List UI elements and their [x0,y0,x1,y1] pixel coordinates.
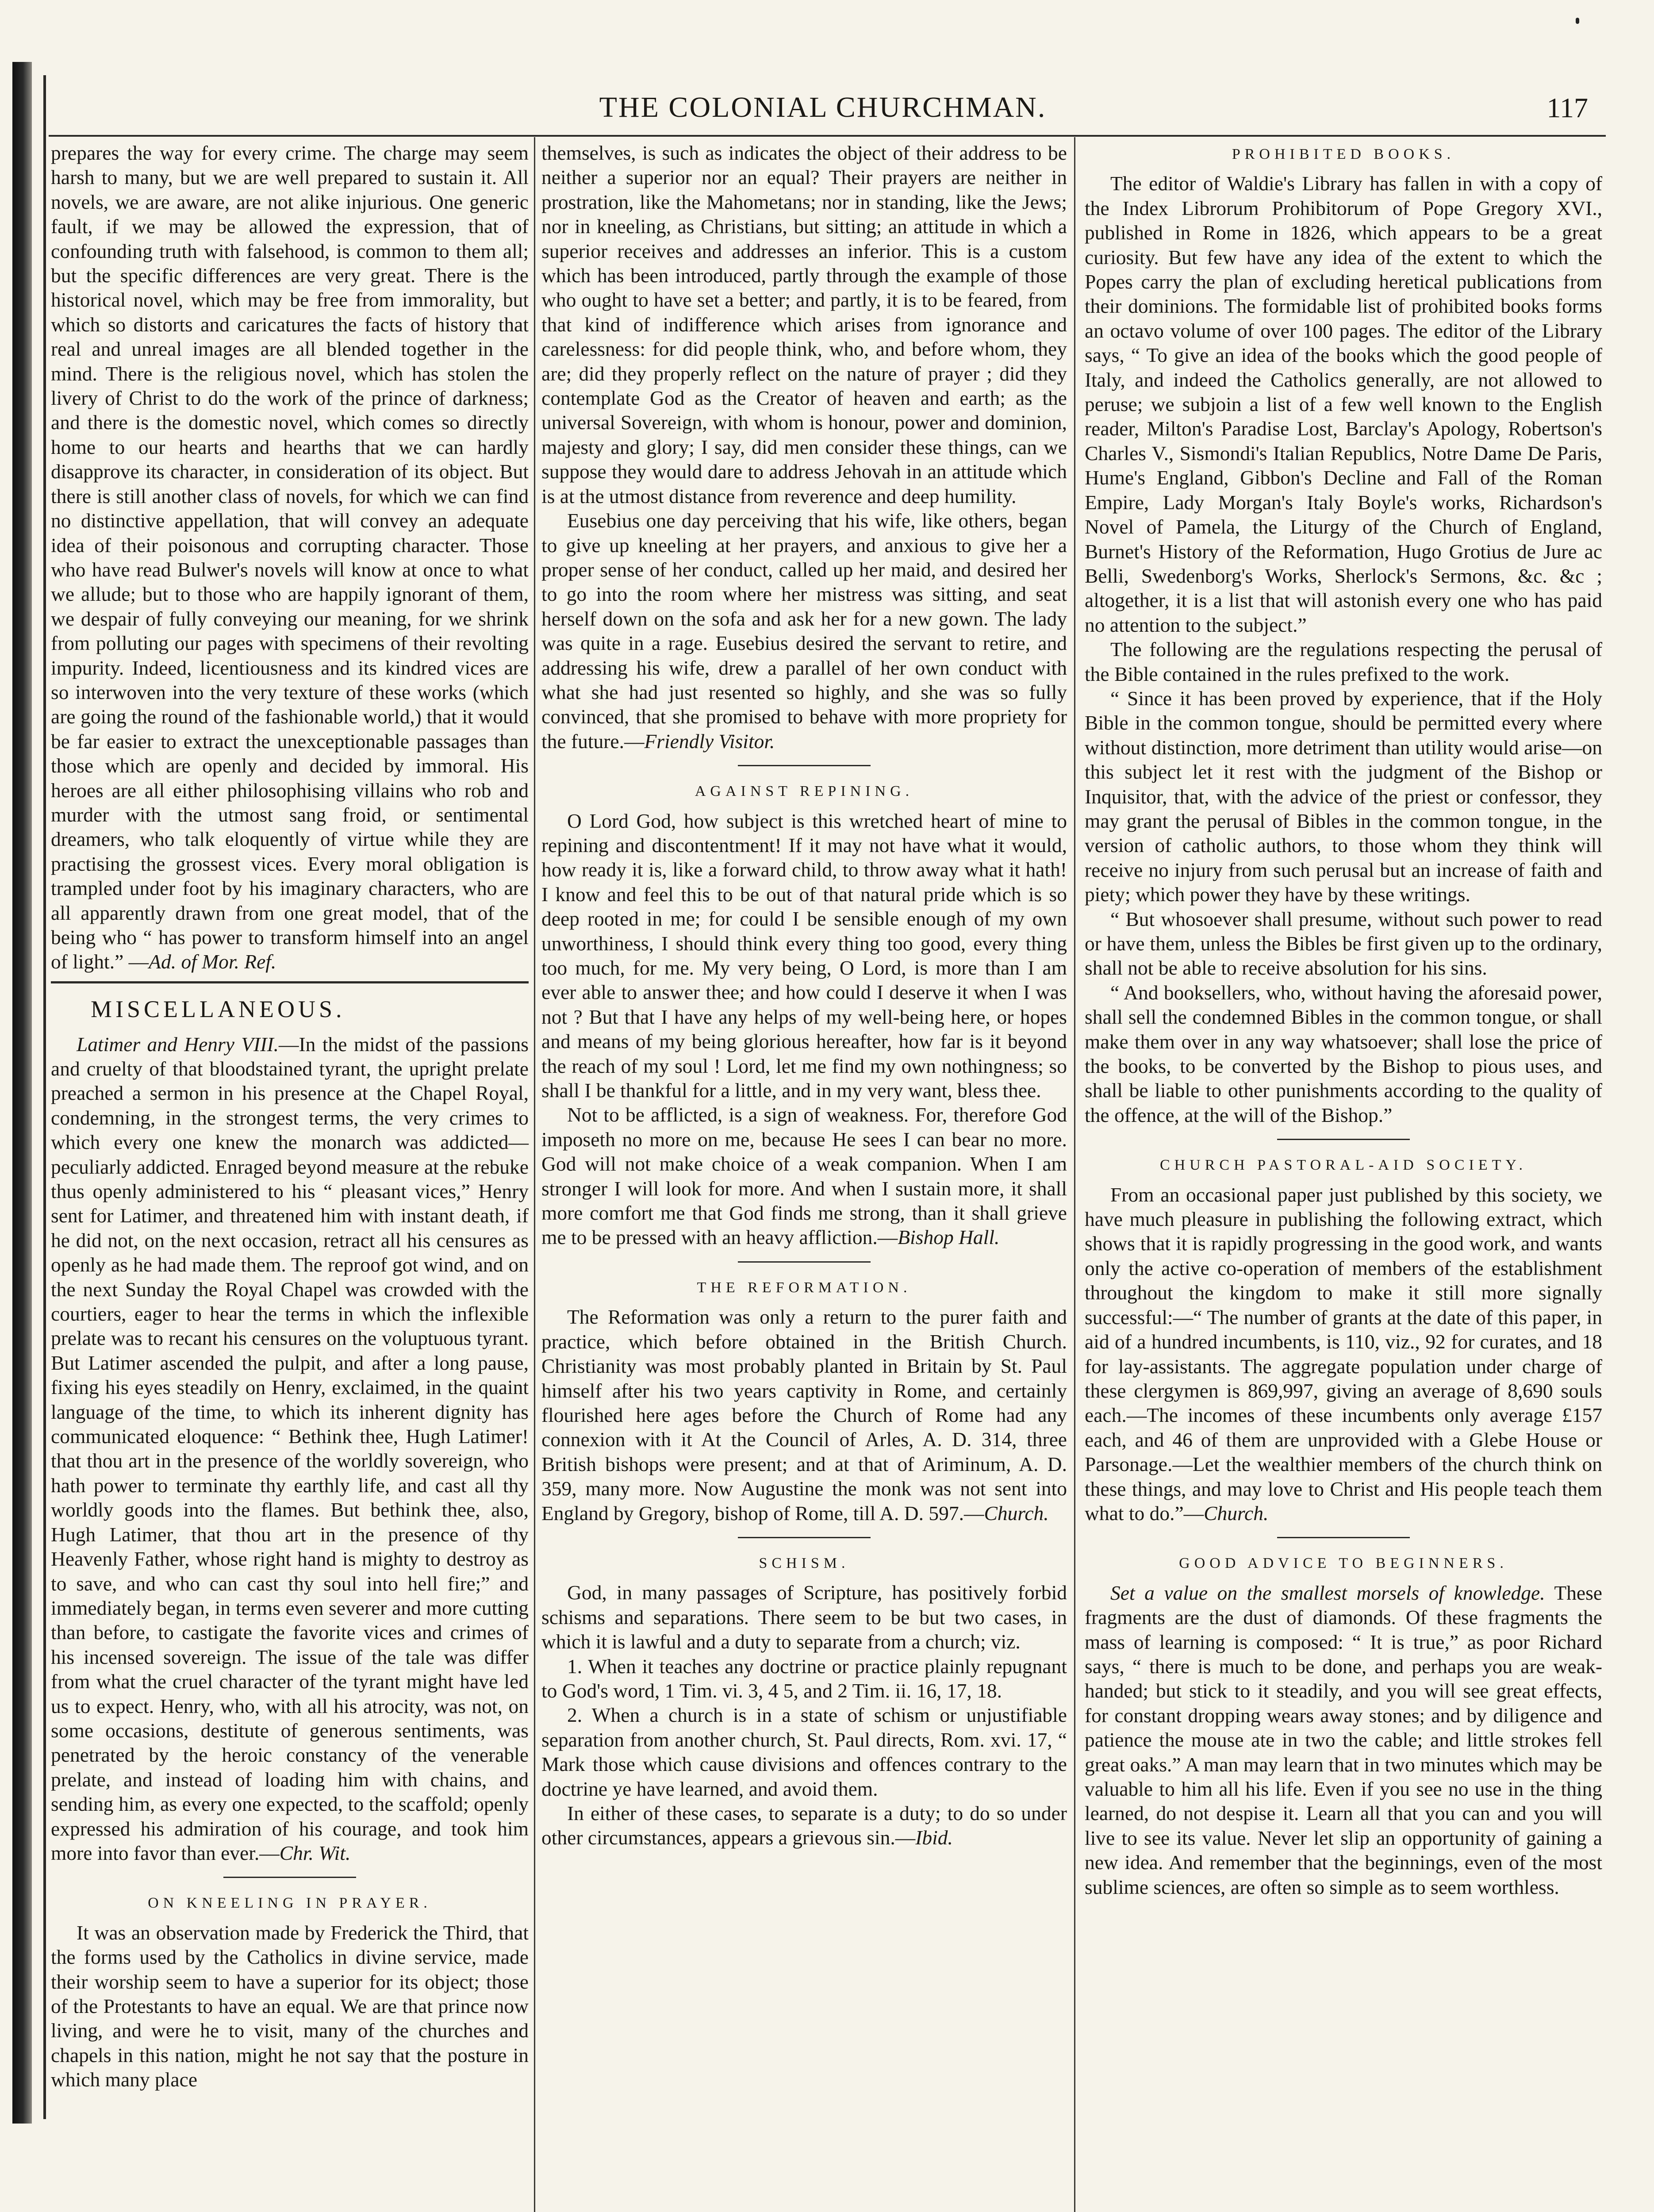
advice-article [1085,1581,1602,1899]
reformation-signature: Church. [984,1502,1049,1525]
latimer-signature: Chr. Wit. [279,1841,351,1864]
advice-lead: Set a value on the smallest morsels of knowledge. [1110,1581,1545,1604]
miscellaneous-heading: MISCELLANEOUS. [91,995,345,1022]
kneeling-text: It was an observation made by Frederick the Third, that the forms used by the Catholics in divine service, made their worship seem to have a superior for its object; those of the Protestants to have an equal. We are that prince now living, and were he to visit, many of the churches and chapels in this nation, might he not say that the posture in which many place [51,1921,529,2091]
schism-text-4: In either of these cases, to separate is a duty; to do so under other circumstances, appears a grievous sin.— [541,1802,1067,1849]
prohibited-text-5: “ And booksellers, who, without having the aforesaid power, shall sell the condemned Bibles in the common tongue, or shall make them over in any way whatsoever; shall lose the price of the books, to be converted by the Bishop to pious uses, and shall be liable to other punishments according to the quality of the offence, at the will of the Bishop.” [1085,981,1602,1126]
column-divider-2 [1074,137,1075,2212]
schism-text-3: 2. When a church is in a state of schism or unjustifiable separation from another church, St. Paul directs, Rom. xvi. 17, “ Mark those which cause divisions and offences contrary to the doctrine ye have learned, and avoid them. [541,1704,1067,1800]
latimer-text: —In the midst of the passions and cruelty of that bloodstained tyrant, the upright prelate preached a sermon in his presence at the Chapel Royal, condemning, in the strongest terms, the very crimes to which every one knew the monarch was addicted—peculiarly addicted. Enraged beyond measure at the rebuke thus openly administered to his “ pleasant vices,” Henry sent for Latimer, and threatened him with instant death, if he did not, on the next occasion, retract all his censures as openly as he had made them. The reproof got wind, and on the next Sunday the Royal Chapel was crowded with the courtiers, eager to hear the terms in which the inflexible prelate was to recant his censures on the voluptuous tyrant. But Latimer ascended the pulpit, and after a long pause, fixing his eyes steadily on Henry, exclaimed, in the quaint language of the time, to which its inherent dignity has communicated eloquence: “ Bethink thee, Hugh Latimer! that thou art in the presence of the worldly sovereign, who hath power to terminate thy earthly life, and cast all thy worldly goods into the flames. But bethink thee, also, Hugh Latimer, that thou art in the presence of thy Heavenly Father, whose right hand is mighty to destroy as to save, and who can cast thy soul into hell fire;” and immediately began, in terms even severer and more cutting than before, to castigate the favorite vices and crimes of his incensed sovereign. The issue of the tale was differ from what the cruel character of the tyrant might have led us to expect. Henry, who, with all his atrocity, was not, on some occasions, destitute of generous sentiments, was penetrated by the heroic constancy of the venerable prelate, and instead of loading him with chains, and sending him, as every one expected, to the scaffold; openly expressed his admiration of his courage, and took him more into favor than ever.— [51,1033,529,1864]
ink-speck [1576,18,1579,24]
section-rule [223,1877,356,1878]
prohibited-text-1: The editor of Waldie's Library has fallen in with a copy of the Index Librorum Prohibitorum of Pope Gregory XVI., published in Rome in 1826, which appears to be a great curiosity. But few have any idea of the extent to which the Popes carry the plan of excluding heretical publications from their dominions. The formidable list of prohibited books forms an octavo volume of over 100 pages. The editor of the Library says, “ To give an idea of the books which the good people of Italy, and indeed the Catholics generally, are not allowed to peruse; we subjoin a list of a few well known to the English reader, Milton's Paradise Lost, Barclay's Apology, Robertson's Charles V., Sismondi's Italian Republics, Notre Dame De Paris, Hume's England, Gibbon's Decline and Fall of the Roman Empire, Lady Morgan's Italy Boyle's works, Richardson's Novel of Pamela, the Liturgy of the Church of England, Burnet's History of the Reformation, Hugo Grotius de Jure ac Belli, Swedenborg's Works, Sherlock's Sermons, &c. &c ; altogether, it is a list that will astonish every one who has paid no attention to the subject.” [1085,172,1602,636]
latimer-article [51,1032,529,1866]
column-3 [1085,141,1602,2212]
schism-signature: Ibid. [915,1826,953,1849]
prohibited-text-2: The following are the regulations respecting the perusal of the Bible contained in the rules prefixed to the work. [1085,638,1602,685]
binding-gutter [12,62,32,2124]
binding-rule [43,75,46,2119]
schism-article-4 [541,1801,1067,1850]
repining-article-2 [541,1102,1067,1249]
section-rule [738,1261,871,1263]
repining-signature: Bishop Hall. [898,1226,1000,1249]
schism-text-2: 1. When it teaches any doctrine or practice plainly repugnant to God's word, 1 Tim. vi. 3, 4 5, and 2 Tim. ii. 16, 17, 18. [541,1655,1067,1702]
eusebius-signature: Friendly Visitor. [644,730,775,753]
page-title: THE COLONIAL CHURCHMAN. [599,91,1047,123]
novels-signature: Ad. of Mor. Ref. [149,950,276,973]
schism-text-1: God, in many passages of Scripture, has positively forbid schisms and separations. There seem to be but two cases, in which it is lawful and a duty to separate from a church; viz. [541,1581,1067,1653]
schism-heading: SCHISM. [759,1555,850,1571]
header-rule [49,135,1606,137]
pastoral-signature: Church. [1204,1502,1269,1525]
section-rule [1277,1139,1410,1140]
repining-text-1: O Lord God, how subject is this wretched heart of mine to repining and discontentment! If it may not have what it would, how ready it is, like a forward child, to throw away what it hath! I know and feel this to be out of that natural pride which is so deep rooted in me; for could I be sensible enough of my own unworthiness, I should think every thing too good, every thing too much, for me. My very being, O Lord, is more than I am ever able to answer thee; and how could I deserve it when I was not ? But that I have any helps of my well-being here, or hopes and means of my being glorious hereafter, how far is it beyond the reach of my soul ! Lord, let me find my own nothingness; so shall I be thankful for a little, and in my very want, bless thee. [541,809,1067,1102]
kneeling-continued: themselves, is such as indicates the object of their address to be neither a superior nor an equal? Their prayers are neither in prostration, like the Mahometans; nor in standing, like the Jews; nor in kneeling, as Christians, but sitting; an attitude in which a superior receives and addresses an inferior. This is a custom which has been introduced, partly through the example of those who ought to have set a better; and partly, it is to be feared, from that kind of indifference which arises from ignorance and carelessness: for did people think, who, and before whom, they are; did they properly reflect on the nature of prayer ; did they contemplate God as the Creator of heaven and earth; as the universal Sovereign, with whom is honour, power and dominion, majesty and glory; I say, did men consider these things, can we suppose they would dare to address Jehovah in an attitude which is at the utmost distance from reverence and deep humility. [541,142,1067,507]
eusebius-text: Eusebius one day perceiving that his wife, like others, began to give up kneeling at her prayers, and anxious to give her a proper sense of her conduct, called up her maid, and desired her to go into the room where her mistress was sitting, and seat herself down on the sofa and ask her for a new gown. The lady was quite in a rage. Eusebius desired the servant to retire, and addressing his wife, drew a parallel of her own conduct with what she had just resented so highly, and she was so fully convinced, that she promised to behave with more propriety for the future.— [541,509,1067,753]
latimer-title: Latimer and Henry VIII. [77,1033,279,1056]
column-2 [541,141,1067,2212]
prohibited-text-3: “ Since it has been proved by experience, that if the Holy Bible in the common tongue, should be permitted every where without distinction, more detriment than utility would arise—on this subject let it rest with the judgment of the Bishop or Inquisitor, that, with the advice of the priest or confessor, they may grant the perusal of Bibles in the common tongue, in the version of catholic authors, to those whom they think will receive no injury from such perusal but an increase of faith and piety; which power they have by these writings. [1085,687,1602,906]
advice-heading: GOOD ADVICE TO BEGINNERS. [1179,1555,1508,1572]
reformation-article [541,1305,1067,1525]
prohibited-heading: PROHIBITED BOOKS. [1232,146,1455,162]
novels-text: prepares the way for every crime. The charge may seem harsh to many, but we are well prepared to sustain it. All novels, we are aware, are not alike injurious. One generic fault, if we may be allowed the expression, that of confounding truth with falsehood, is common to them all; but the specific differences are very great. There is the historical novel, which may be free from immorality, but which so distorts and caricatures the facts of history that real and unreal images are all blended together in the mind. There is the religious novel, which has stolen the livery of Christ to do the work of the prince of darkness; and there is the domestic novel, which comes so directly home to our hearts and hearths that we can hardly disapprove its character, in consideration of its object. But there is still another class of novels, for which we can find no distinctive appellation, that will convey an adequate idea of their poisonous and corrupting character. Those who have read Bulwer's novels will know at once to what we allude; but to those who are happily ignorant of them, we despair of fully conveying our meaning, for we shrink from polluting our pages with specimens of their revolting impurity. Indeed, licentiousness and its kindred vices are so interwoven into the very texture of these works (which are going the round of the fashionable world,) that it would be far easier to extract the unexceptionable passages than those which are openly and decided by immoral. His heroes are all either philosophising villains who rob and murder with the utmost sang froid, or sentimental dreamers, who talk eloquently of virtue while they are practising the grossest vices. Every moral obligation is trampled under foot by his imaginary characters, who are all apparently drawn from one great model, that of the being who “ has power to transform himself into an angel of light.” — [51,142,529,973]
pastoral-heading: CHURCH PASTORAL-AID SOCIETY. [1159,1157,1527,1174]
prohibited-text-4: “ But whosoever shall presume, without such power to read or have them, unless the Bibles be first given up to the ordinary, shall not be able to receive absolution for his sins. [1085,907,1602,979]
repining-heading: AGAINST REPINING. [695,783,914,800]
novels-article [51,141,529,974]
column-divider-1 [534,137,535,2212]
pastoral-text: From an occasional paper just published by this society, we have much pleasure in publishing the following extract, which shows that it is rapidly progressing in the good work, and wants only the active co-operation of members of the establishment throughout the kingdom to make it still more signally successful:—“ The number of grants at the date of this paper, in aid of a hundred incumbents, is 110, viz., 92 for curates, and 18 for lay-assistants. The aggregate population under charge of these clergymen is 869,997, giving an average of 8,690 souls each.—The incomes of these incumbents only average £157 each, and 46 of them are unprovided with a Glebe House or Parsonage.—Let the wealthier members of the church think on these things, and may love to Christ and His people teach them what to do.”— [1085,1183,1602,1525]
page-number: 117 [1547,92,1588,123]
section-rule [51,981,529,983]
eusebius-article [541,508,1067,753]
section-rule [1277,1537,1410,1538]
pastoral-article [1085,1183,1602,1526]
section-rule [738,765,871,766]
kneeling-heading: ON KNEELING IN PRAYER. [148,1895,432,1912]
reformation-heading: THE REFORMATION. [697,1279,912,1296]
advice-text: These fragments are the dust of diamonds. Of these fragments the mass of learning is composed: “ It is true,” as poor Richard says, “ there is much to be done, and perhaps you are weak-handed; but stick to it steadily, and you will see great effects, for constant dropping wears away stones; and by diligence and patience the mouse ate in two the cable; and little strokes fell great oaks.” A man may learn that in two minutes which may be valuable to him all his life. Even if you see no use in the thing learned, do not despise it. Learn all that you can and you will live to see its value. Never let slip an opportunity of gaining a new idea. And remember that the beginnings, even of the most sublime sciences, are often so simple as to seem worthless. [1085,1581,1602,1898]
column-1 [51,141,529,2212]
page-header [49,91,1597,131]
reformation-text: The Reformation was only a return to the purer faith and practice, which before obtained in the British Church. Christianity was most probably planted in Britain by St. Paul himself after his two years captivity in Rome, and certainly flourished here ages before the Church of Rome had any connexion with it At the Council of Arles, A. D. 314, three British bishops were present; and at that of Ariminum, A. D. 359, many more. Now Augustine the monk was not sent into England by Gregory, bishop of Rome, till A. D. 597.— [541,1306,1067,1525]
section-rule [738,1537,871,1538]
repining-text-2: Not to be afflicted, is a sign of weakness. For, therefore God imposeth no more on me, because He sees I can bear no more. God will not make choice of a weak companion. When I am stronger I will look for more. And when I sustain more, it shall more comfort me that God finds me strong, than it shall grieve me to be pressed with an heavy affliction.— [541,1103,1067,1249]
